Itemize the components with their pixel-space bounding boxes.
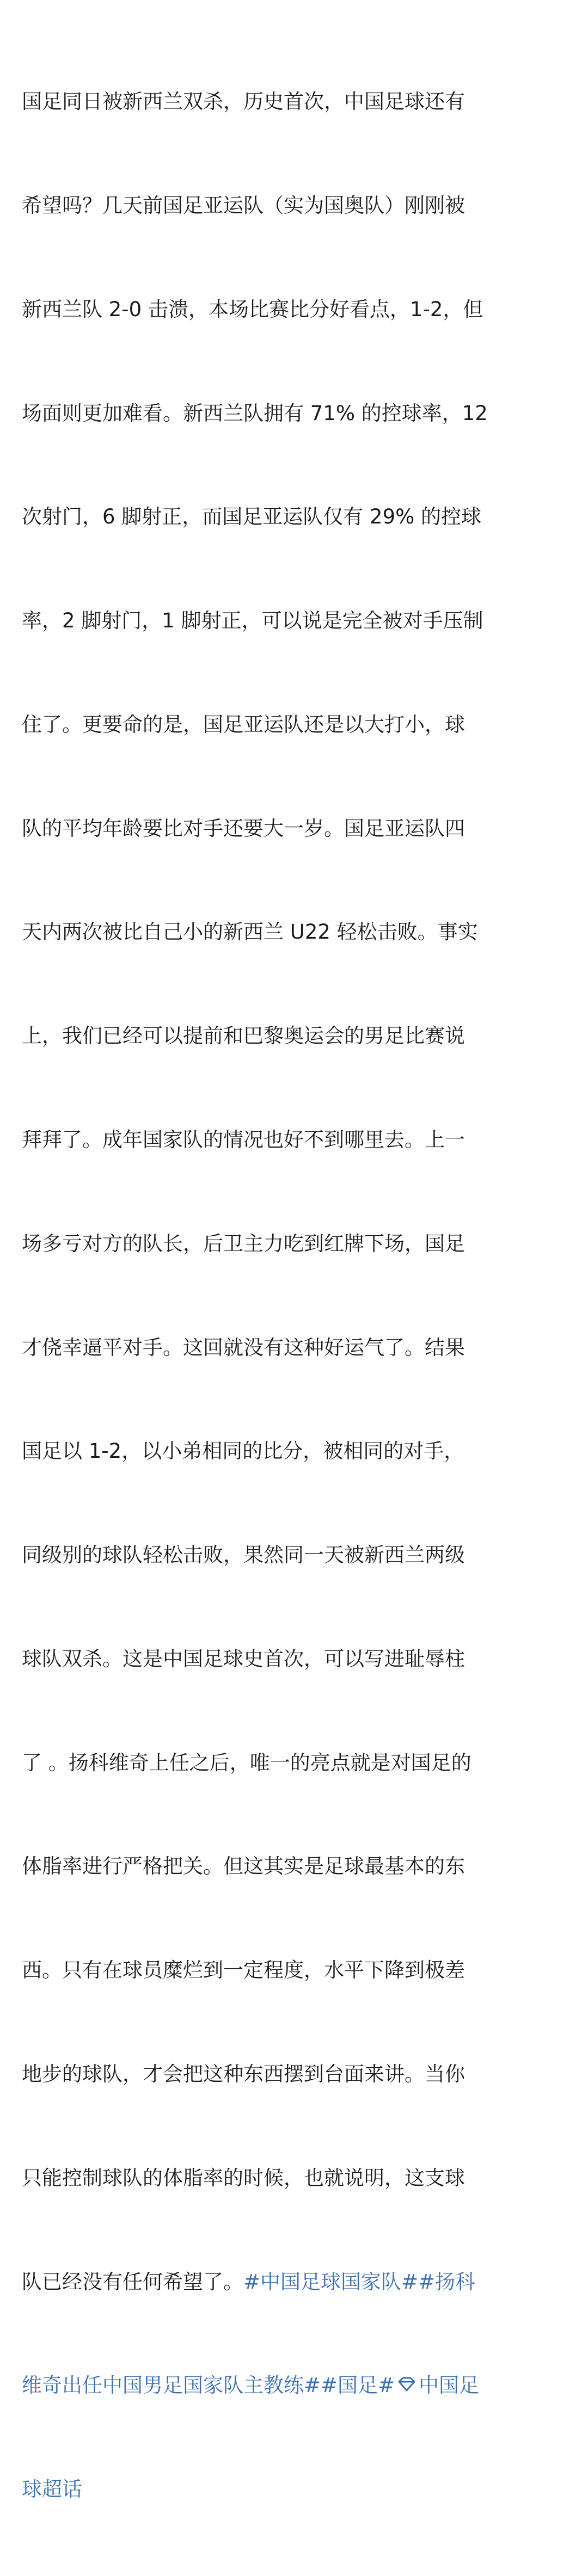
post-line: 队的平均年龄要比对手还要大一岁。国足亚运队四 xyxy=(22,816,465,840)
post-line: 国足同日被新西兰双杀，历史首次，中国足球还有 xyxy=(22,90,465,114)
topic-link-national-team[interactable]: #中国足球国家队# xyxy=(243,2270,419,2294)
post-line: 只能控制球队的体脂率的时候，也就说明，这支球 xyxy=(22,2166,465,2190)
post-line-with-topics xyxy=(22,2368,572,2403)
post-line: 率，2 脚射门，1 脚射正，可以说是完全被对手压制 xyxy=(22,609,483,633)
post-line: 国足以 1-2，以小弟相同的比分，被相同的对手， xyxy=(22,1439,464,1463)
topic-link-jankovic-part2[interactable]: 维奇出任中国男足国家队主教练# xyxy=(22,2374,321,2398)
post-line: 地步的球队，才会把这种东西摆到台面来讲。当你 xyxy=(22,2062,465,2086)
diamond-icon[interactable] xyxy=(396,2374,418,2394)
topic-link-guozu[interactable]: #国足# xyxy=(321,2374,395,2398)
post-body xyxy=(22,15,572,2576)
topic-link-jankovic-part1[interactable]: #扬科 xyxy=(418,2270,476,2294)
post-line: 上，我们已经可以提前和巴黎奥运会的男足比赛说 xyxy=(22,1024,465,1048)
post-line: 同级别的球队轻松击败，果然同一天被新西兰两级 xyxy=(22,1543,465,1567)
post-line-with-topics xyxy=(22,2472,572,2507)
post-last-sentence: 队已经没有任何希望了。 xyxy=(22,2270,243,2294)
post-line: 场面则更加难看。新西兰队拥有 71% 的控球率，12 xyxy=(22,401,488,425)
post-line: 了 。扬科维奇上任之后，唯一的亮点就是对国足的 xyxy=(22,1751,471,1774)
post-line: 住了。更要命的是，国足亚运队还是以大打小，球 xyxy=(22,712,465,736)
post-line: 球队双杀。这是中国足球史首次，可以写进耻辱柱 xyxy=(22,1647,465,1671)
topic-link-super-topic-part2[interactable]: 球超话 xyxy=(22,2478,82,2501)
post-line: 场多亏对方的队长，后卫主力吃到红牌下场，国足 xyxy=(22,1231,465,1255)
post-line: 体脂率进行严格把关。但这其实是足球最基本的东 xyxy=(22,1854,465,1878)
post-line-with-topics xyxy=(22,2265,572,2300)
post-line: 西。只有在球员糜烂到一定程度，水平下降到极差 xyxy=(22,1958,465,1982)
weibo-post xyxy=(22,15,572,2576)
post-line: 希望吗？几天前国足亚运队（实为国奥队）刚刚被 xyxy=(22,193,465,217)
post-line: 拜拜了。成年国家队的情况也好不到哪里去。上一 xyxy=(22,1128,465,1151)
topic-link-super-topic-part1[interactable]: 中国足 xyxy=(419,2374,480,2398)
post-line: 天内两次被比自己小的新西兰 U22 轻松击败。事实 xyxy=(22,920,478,944)
post-line: 次射门，6 脚射正，而国足亚运队仅有 29% 的控球 xyxy=(22,505,482,529)
post-line: 才侥幸逼平对手。这回就没有这种好运气了。结果 xyxy=(22,1335,465,1359)
post-line: 新西兰队 2-0 击溃，本场比赛比分好看点，1-2，但 xyxy=(22,297,483,321)
